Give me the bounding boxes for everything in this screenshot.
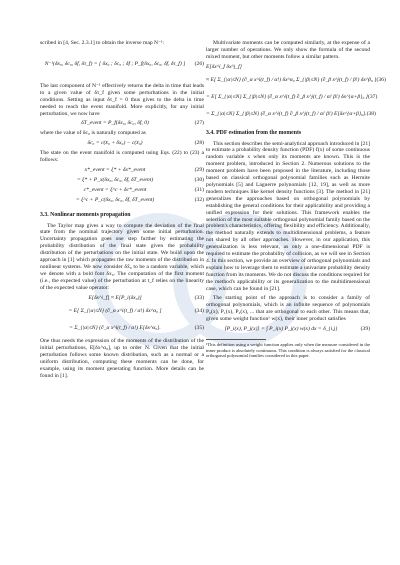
equation [40,187,204,194]
equation [40,50,204,80]
paragraph: The Taylor map gives a way to compute the deviation of the final state from the nominal trajectory given some initial perturbation. Uncertainty propagation goes one step further by estimating the probability distribution of the final state given the probability distribution of the perturbations on the initial state. We build upon the approach in [1] which propagates the raw moments of the distribution in nonlinear systems. We now consider δx̃₀ to be a random variable, which we denote with a bold font δx₀. The computation of the first moment (i.e., the expected value) of the perturbation at t_f relies on the linearity of the expected value operator: [40,222,204,291]
equation-body: ⟨P_i(x), P_j(x)⟩ = ∫ P_i(x) P_j(x) w(x) dx = δ_{i,j} [224,326,338,333]
equation-number: (34) [194,308,204,315]
equation [206,91,378,105]
equation-number: (31) [194,186,204,193]
paragraph: The starting point of the approach is to consider a family of orthogonal polynomials, which is an infinite sequence of polynomials P₀(x), P₁(x), P₂(x), ... that are orthogonal to each other. This means that, given some weight function¹ w(x), their inner product satisfies [206,295,370,323]
equation [40,321,204,335]
equation-body: δc₀ = c(x̄₀ + δx₀) − c(x̄₀) [87,140,143,147]
equation-body: E[δx^i_f δx^j_f] [206,63,242,70]
equation [206,108,376,122]
section-heading: 3.3. Nonlinear moments propagation [40,211,131,218]
equation-number: (29) [194,166,204,173]
equation [40,167,204,174]
equation-number: (27) [194,120,204,127]
footnote: ¹This definition using a weight function applies only when the measure considered in the inner product is absolutely continuous. This condition is always satisfied for the classical orthogonal polynomial families considered in this paper. [206,342,370,359]
equation-number: (39) [360,326,370,333]
equation-number: (30) [194,176,204,183]
equation-number: (33) [194,294,204,301]
equation-number: (36) [376,77,386,84]
equation-body: E[δx^i_f] ≈ E[P_i(δx₀)] [88,294,142,301]
equation-body: = ξ* + P_x(δx₀, δc₀, δf, δT_event) [76,176,154,183]
equation [40,120,204,127]
equation-body: ≈ E[ Σ_{|α|≤N} (∂_α x^i(t_f) / α!) δx^α₀ Σ_{|β|≤N} (∂_β x^j(t_f) / β!) δx^β₀ ] [206,77,377,84]
equation [40,295,204,302]
left-column [40,40,204,383]
paragraph: One thus needs the expression of the moments of the distribution of the initial perturbations, E[δx^α₀], up to order N. Given that the initial perturbation follows some known distribution, such as a normal or a uniform distribution, computing these moments can be done, for example, using its moment generating function. More details can be found in [1]. [40,338,204,379]
paragraph: The last component of N⁻¹ effectively returns the delta in time that leads to a given value of δτ_f given some perturbations in the initial conditions. Setting as input δτ_f = 0 thus gives to the delta in time needed to reach the event manifold. More explicitly, for any initial perturbation, we now have [40,82,204,117]
section-heading: 3.4. PDF estimation from the moments [206,129,302,136]
equation [40,140,204,147]
equation-number: (26) [194,61,204,68]
equation [40,304,204,318]
equation-body: N⁻¹(δx₀, δc₀, δf, δτ_f) = [ δx₀ ; δc₀ ; δf ; P_f(δx₀, δc₀, δf, δτ_f) ] [44,61,186,68]
equation-body: = E[ Σ_{|α|≤N} (∂_α x^i(t_f) / α!) δx^α₀ ] [68,308,162,315]
equation-number: (37) [367,94,378,101]
equation-number: (38) [366,111,376,118]
paragraph: where the value of δc₀ is naturally computed as [40,130,146,137]
paragraph: scribed in [4, Sec. 2.3.1] to obtain the inverse map N⁻¹: [40,40,165,46]
equation [40,177,204,184]
right-column [206,40,386,362]
equation [40,197,204,204]
paragraph: Multivariate moments can be computed similarly, at the expense of a larger number of operations. We only show the formula of the second mixed moment, but other moments follow a similar pattern. [206,40,370,60]
equation-body: = E[ Σ_{|α|≤N} Σ_{|β|≤N} (∂_α x^i(t_f) ∂_β x^j(t_f) / α! β!) δx^{α+β}₀ ] [206,94,368,101]
equation [206,64,370,71]
equation-body: c*_event = ξ^c + δc*_event [83,186,147,193]
equation-number: (28) [194,140,204,147]
equation [206,326,370,333]
equation-body: x*_event = ξ* + δx*_event [84,166,146,173]
equation-number: (32) [194,196,204,203]
equation-body: = ξ^c + P_c(δx₀, δc₀, δf, δT_event) [75,196,155,203]
equation-body: δT_event = P_f(δx₀, δc₀, δf, 0) [81,120,149,127]
equation-body: = Σ_{|α|≤N} (∂_α x^i(t_f) / α!) E[δx^α₀]. [69,325,161,332]
paragraph: This section describes the semi-analytical approach introduced in [21] to estimate a probability density function (PDF) f(x) of some continuous random variable x when only its moments are known. This is the moment problem, introduced in Section 2. Numerous solutions to the moment problem have been proposed in the literature, including those based on classical orthogonal polynomial families such as Hermite polynomials [5] and Laguerre polynomials [12, 19], as well as more modern techniques like kernel density functions [3]. The method in [21] generalizes the approaches based on orthogonal polynomials by establishing the general conditions for their applicability and providing a unified expression for their solutions. This framework enables the selection of the most suitable orthogonal polynomial family based on the problem's characteristics, offering flexibility and efficiency. Additionally, the method naturally extends to multidimensional problems, a feature not shared by all other approaches. However, in our application, this generalization is less relevant, as only a one-dimensional PDF is required to estimate the probability of collision, as we will see in Section 4. In this section, we provide an overview of orthogonal polynomials and explain how to leverage them to estimate a univariate probability density function from its moments. We do not discuss the conditions required for the method's applicability or its generalization to the multidimensional case, which can be found in [21]. [206,140,370,292]
equation-number: (35) [194,325,204,332]
paragraph: The state on the event manifold is computed using Eqs. (22) to (23) a follows: [40,150,204,164]
equation [206,74,386,88]
equation-body: = Σ_{|α|≤N} Σ_{|β|≤N} (∂_α x^i(t_f) ∂_β x^j(t_f) / α! β!) E[δx^{α+β}₀]. [206,111,367,118]
footnote-divider [206,339,266,340]
